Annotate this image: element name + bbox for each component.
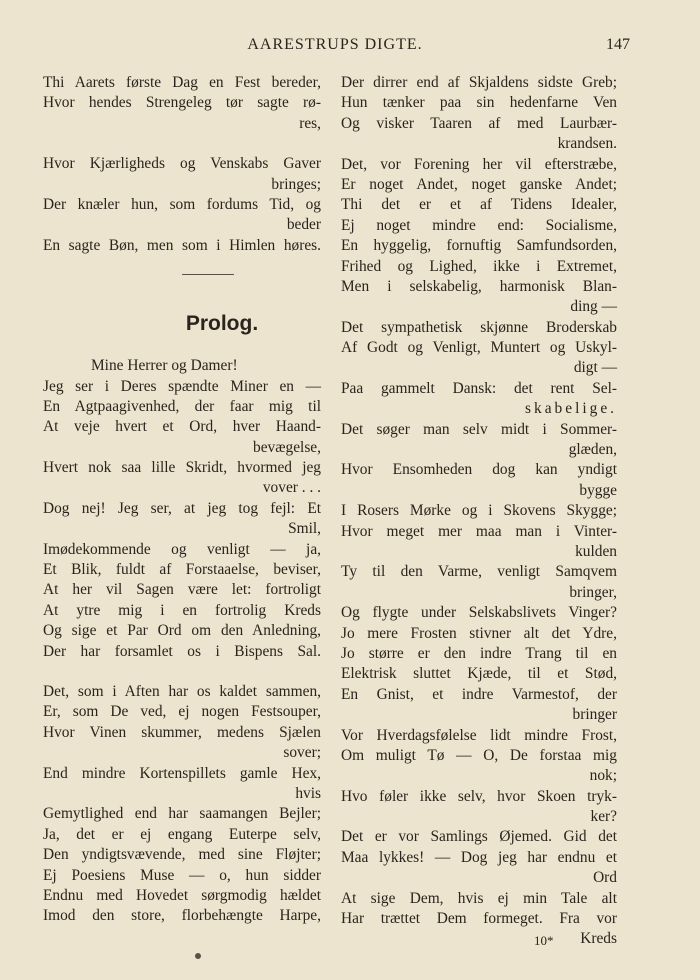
verse-line: Kreds xyxy=(580,930,617,948)
page-number: 147 xyxy=(606,36,630,53)
verse-line: Men i selskabelig, harmonisk Blan- xyxy=(341,277,617,295)
verse-line: Elektrisk sluttet Kjæde, til et Stød, xyxy=(341,665,617,683)
verse-line: Det sympathetisk skjønne Broderskab xyxy=(341,318,617,336)
verse-line: Vor Hverdagsfølelse lidt mindre Frost, xyxy=(341,726,617,744)
verse-line: skabelige. xyxy=(525,400,617,418)
verse-line: Er noget Andet, noget ganske Andet; xyxy=(341,175,617,193)
verse-line: Mine Herrer og Damer! xyxy=(91,357,238,375)
verse-line: At ytre mig i en fortrolig Kreds xyxy=(43,601,321,619)
right-column xyxy=(341,73,617,950)
verse-line: beder xyxy=(286,216,321,234)
verse-line: At sige Dem, hvis ej min Tale alt xyxy=(341,889,617,907)
verse-line: Er, som De ved, ej nogen Festsouper, xyxy=(43,703,321,721)
verse-line: bringer, xyxy=(569,583,617,601)
verse-line: Det er vor Samlings Øjemed. Gid det xyxy=(341,828,617,846)
verse-line: Det søger man selv midt i Sommer- xyxy=(341,420,617,438)
verse-line: Hvor Vinen skummer, medens Sjælen xyxy=(43,723,321,741)
verse-line: Den yndigtsvævende, med sine Fløjter; xyxy=(43,846,321,864)
verse-line: ker? xyxy=(590,808,617,826)
verse-line: Frihed og Lighed, ikke i Extremet, xyxy=(341,257,617,275)
verse-line: Der knæler hun, som fordums Tid, og xyxy=(43,195,321,213)
verse-line: vover . . . xyxy=(262,479,321,497)
verse-line: Endnu med Hovedet sørgmodig hældet xyxy=(43,886,321,904)
verse-line: bygge xyxy=(579,481,617,499)
verse-line: Imod den store, florbehængte Harpe, xyxy=(43,907,321,925)
verse-line: Ej noget mindre end: Socialisme, xyxy=(341,216,617,234)
verse-line: Ord xyxy=(593,869,617,887)
running-header xyxy=(40,36,630,58)
section-divider xyxy=(43,256,321,296)
verse-line: Gemytlighed end har saamangen Bejler; xyxy=(43,805,321,823)
verse-line: Der dirrer end af Skjaldens sidste Greb; xyxy=(341,74,617,91)
verse-line: Hvert nok saa lille Skridt, hvormed jeg xyxy=(43,459,321,477)
verse-line: Imødekommende og venligt — ja, xyxy=(43,540,321,558)
verse-line: Af Godt og Venligt, Muntert og Uskyl- xyxy=(341,339,617,357)
verse-line: Jo større er den indre Trang til en xyxy=(341,644,617,662)
verse-line: En sagte Bøn, men som i Himlen høres. xyxy=(43,236,321,254)
verse-line: Hvor Ensomheden dog kan yndigt xyxy=(341,461,617,479)
verse-line: End mindre Kortenspillets gamle Hex, xyxy=(43,764,321,782)
verse-line: Smil, xyxy=(288,520,321,538)
verse-line: En Gnist, et indre Varmestof, der xyxy=(341,685,617,703)
verse-line: At veje hvert et Ord, hver Haand- xyxy=(43,418,321,436)
verse-line: Dog nej! Jeg ser, at jeg tog fejl: Et xyxy=(43,499,321,517)
verse-line: bringes; xyxy=(271,175,321,193)
verse-line: En hyggelig, fornuftig Samfundsorden, xyxy=(341,237,617,255)
verse-line: Om muligt Tø — O, De forstaa mig xyxy=(341,746,617,764)
section-heading: Prolog. xyxy=(185,312,259,336)
left-column xyxy=(43,73,321,927)
verse-line: ding — xyxy=(570,298,617,316)
verse-line: Har trættet Dem formeget. Fra vor xyxy=(341,910,617,928)
verse-line: digt — xyxy=(573,359,617,377)
verse-line: Det, vor Forening her vil efterstræbe, xyxy=(341,155,617,173)
verse-line: bringer xyxy=(572,706,617,724)
verse-line: En Agtpaagivenhed, der faar mig til xyxy=(43,397,321,415)
verse-line: Ja, det er ej engang Euterpe selv, xyxy=(43,825,321,843)
verse-line: Ty til den Varme, venligt Samqvem xyxy=(341,563,617,581)
verse-line: nok; xyxy=(589,767,617,785)
verse-line: Og flygte under Selskabslivets Vinger? xyxy=(341,604,617,622)
verse-line: Thi det er et af Tidens Idealer, xyxy=(341,196,617,214)
verse-line: bevægelse, xyxy=(253,438,321,456)
verse-line: I Rosers Mørke og i Skovens Skygge; xyxy=(341,502,617,520)
verse-line: Det, som i Aften har os kaldet sammen, xyxy=(43,682,321,700)
verse-line: Og visker Taaren af med Laurbær- xyxy=(341,114,617,132)
verse-line: Hvo føler ikke selv, hvor Skoen tryk- xyxy=(341,787,617,805)
running-title: AARESTRUPS DIGTE. xyxy=(247,36,423,53)
verse-line: Og sige et Par Ord om den Anledning, xyxy=(43,622,321,640)
verse-line: Maa lykkes! — Dog jeg har endnu et xyxy=(341,848,617,866)
verse-line: At her vil Sagen være let: fortroligt xyxy=(43,581,321,599)
verse-line: Jo mere Frosten stivner alt det Ydre, xyxy=(341,624,617,642)
verse-line: Hvor hendes Strengeleg tør sagte rø- xyxy=(43,94,321,112)
verse-line: Thi Aarets første Dag en Fest bereder, xyxy=(43,74,321,91)
verse-line: Jeg ser i Deres spændte Miner en — xyxy=(43,377,321,395)
verse-line: Paa gammelt Dansk: det rent Sel- xyxy=(341,379,617,397)
ink-dot xyxy=(195,953,201,959)
verse-line: Hun tænker paa sin hedenfarne Ven xyxy=(341,94,617,112)
verse-line: Der har forsamlet os i Bispens Sal. xyxy=(43,642,321,660)
verse-line: kulden xyxy=(575,542,617,560)
verse-line: hvis xyxy=(295,784,321,802)
signature-mark: 10* xyxy=(534,933,554,948)
verse-line: Hvor Kjærligheds og Venskabs Gaver xyxy=(43,155,321,173)
verse-line: Ej Poesiens Muse — o, hun sidder xyxy=(43,866,321,884)
verse-line: Hvor meget mer maa man i Vinter- xyxy=(341,522,617,540)
verse-line: Et Blik, fuldt af Forstaaelse, beviser, xyxy=(43,561,321,579)
verse-line: glæden, xyxy=(568,441,617,459)
verse-line: res, xyxy=(299,114,321,132)
verse-line: krandsen. xyxy=(557,135,617,153)
verse-line: sover; xyxy=(283,744,321,762)
